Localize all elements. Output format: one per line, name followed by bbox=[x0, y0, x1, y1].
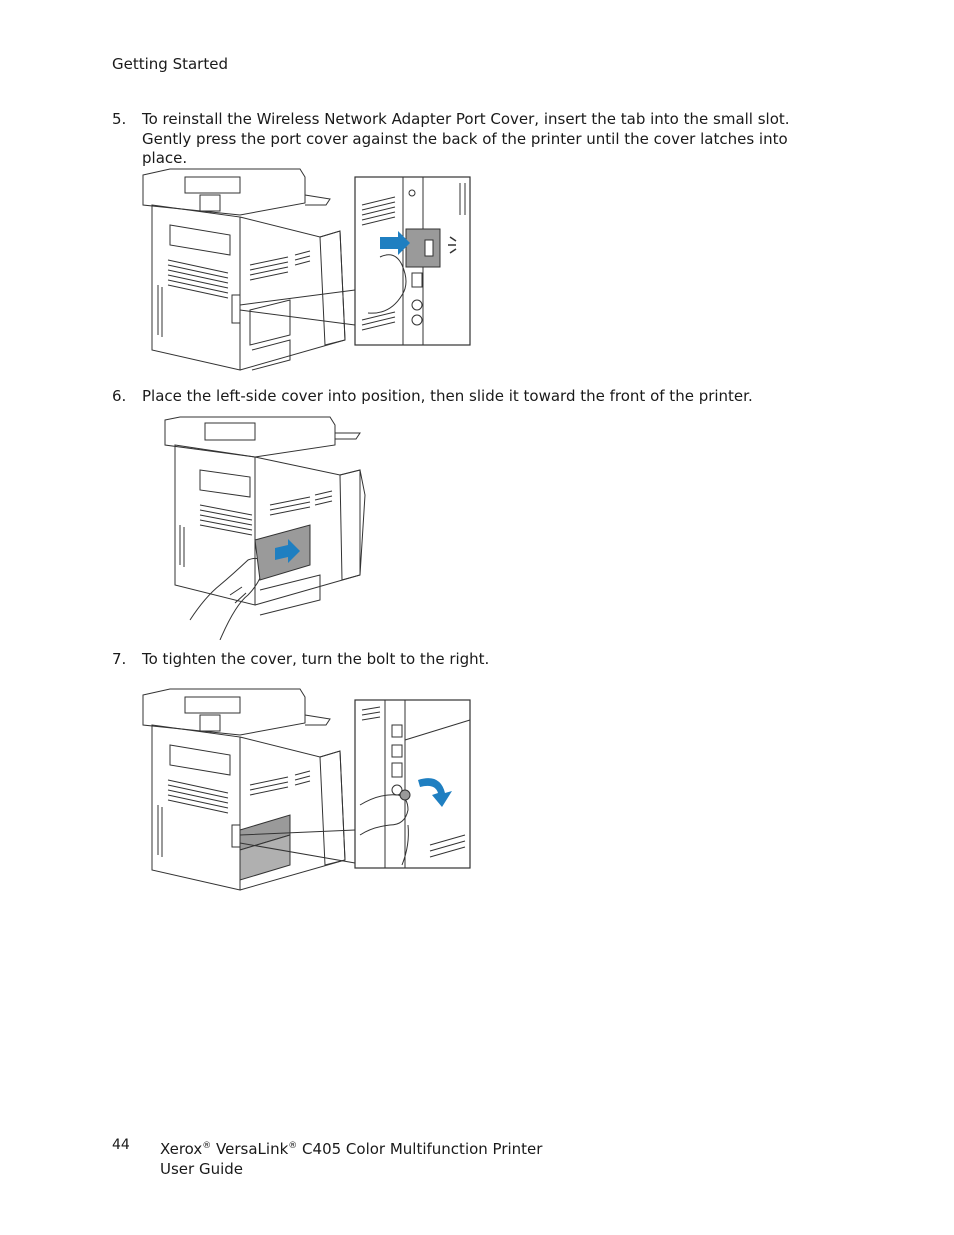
figure-tighten-bolt bbox=[140, 685, 475, 897]
printer-side-cover-illustration bbox=[160, 415, 370, 640]
footer-model: C405 Color Multifunction Printer bbox=[302, 1140, 543, 1158]
footer-product bbox=[160, 1137, 542, 1179]
step-5 bbox=[112, 110, 812, 169]
printer-rear-illustration bbox=[140, 165, 475, 377]
step-number: 6. bbox=[112, 387, 127, 405]
footer-brand: Xerox bbox=[160, 1140, 203, 1158]
printer-bolt-illustration bbox=[140, 685, 475, 897]
running-header: Getting Started bbox=[112, 55, 228, 73]
step-6 bbox=[112, 387, 812, 407]
registered-mark: ® bbox=[288, 1141, 298, 1151]
registered-mark: ® bbox=[202, 1141, 212, 1151]
step-text: Place the left-side cover into position, then slide it toward the front of the printer. bbox=[142, 387, 753, 405]
footer-product-line: VersaLink bbox=[216, 1140, 289, 1158]
footer-doc-title: User Guide bbox=[160, 1159, 244, 1178]
step-text: To tighten the cover, turn the bolt to the right. bbox=[142, 650, 490, 668]
figure-port-cover-reinstall bbox=[140, 165, 475, 377]
step-7 bbox=[112, 650, 812, 670]
step-number: 7. bbox=[112, 650, 127, 668]
step-number: 5. bbox=[112, 110, 127, 128]
step-text: To reinstall the Wireless Network Adapter Port Cover, insert the tab into the small slot. Gently press the port cover against the back of the printer until the cover latches into place. bbox=[142, 110, 790, 167]
page-number: 44 bbox=[112, 1137, 130, 1153]
figure-side-cover-slide bbox=[160, 415, 370, 640]
